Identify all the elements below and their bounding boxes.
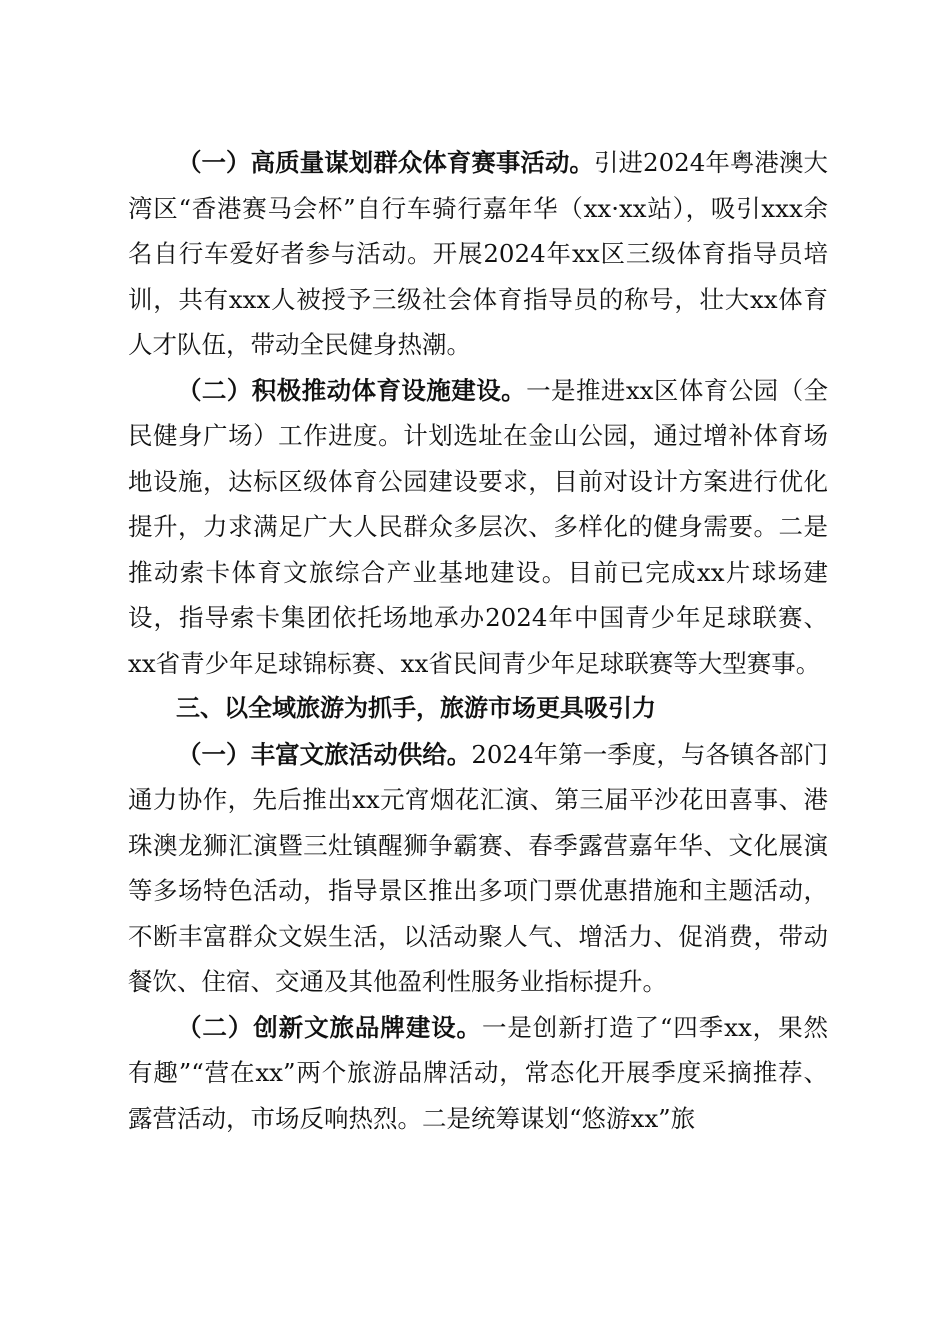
paragraph-lead: （二）创新文旅品牌建设。: [177, 1012, 482, 1042]
paragraph-lead: （一）高质量谋划群众体育赛事活动。: [177, 148, 594, 177]
paragraph-tourism-brand: [128, 1005, 828, 1142]
paragraph-body: 一是创新打造了“四季xx，果然有趣”“营在xx”两个旅游品牌活动，常态化开展季度采摘推荐、露营活动，市场反响热烈。二是统筹谋划“悠游xx”旅: [128, 1012, 828, 1133]
section-heading: 三、以全域旅游为抓手，旅游市场更具吸引力: [176, 694, 656, 722]
document-page: [128, 140, 828, 1141]
paragraph-body: 引进2024年粤港澳大湾区“香港赛马会杯”自行车骑行嘉年华（xx·xx站），吸引xxx余名自行车爱好者参与活动。开展2024年xx区三级体育指导员培训，共有xxx人被授予三级社会体育指导员的称号，壮大xx体育人才队伍，带动全民健身热潮。: [128, 148, 828, 359]
paragraph-sports-events: [128, 140, 828, 368]
paragraph-tourism-activities: [128, 732, 828, 1005]
paragraph-lead: （一）丰富文旅活动供给。: [177, 739, 472, 769]
paragraph-body: 一是推进xx区体育公园（全民健身广场）工作进度。计划选址在金山公园，通过增补体育场地设施，达标区级体育公园建设要求，目前对设计方案进行优化提升，力求满足广大人民群众多层次、多样化的健身需要。二是推动索卡体育文旅综合产业基地建设。目前已完成xx片球场建设，指导索卡集团依托场地承办2024年中国青少年足球联赛、xx省青少年足球锦标赛、xx省民间青少年足球联赛等大型赛事。: [128, 375, 829, 678]
paragraph-sports-facilities: [128, 368, 828, 687]
paragraph-lead: （二）积极推动体育设施建设。: [177, 375, 527, 405]
paragraph-body: 2024年第一季度，与各镇各部门通力协作，先后推出xx元宵烟花汇演、第三届平沙花田喜事、港珠澳龙狮汇演暨三灶镇醒狮争霸赛、春季露营嘉年华、文化展演等多场特色活动，指导景区推出多项门票优惠措施和主题活动，不断丰富群众文娱生活，以活动聚人气、增活力、促消费，带动餐饮、住宿、交通及其他盈利性服务业指标提升。: [128, 739, 828, 996]
